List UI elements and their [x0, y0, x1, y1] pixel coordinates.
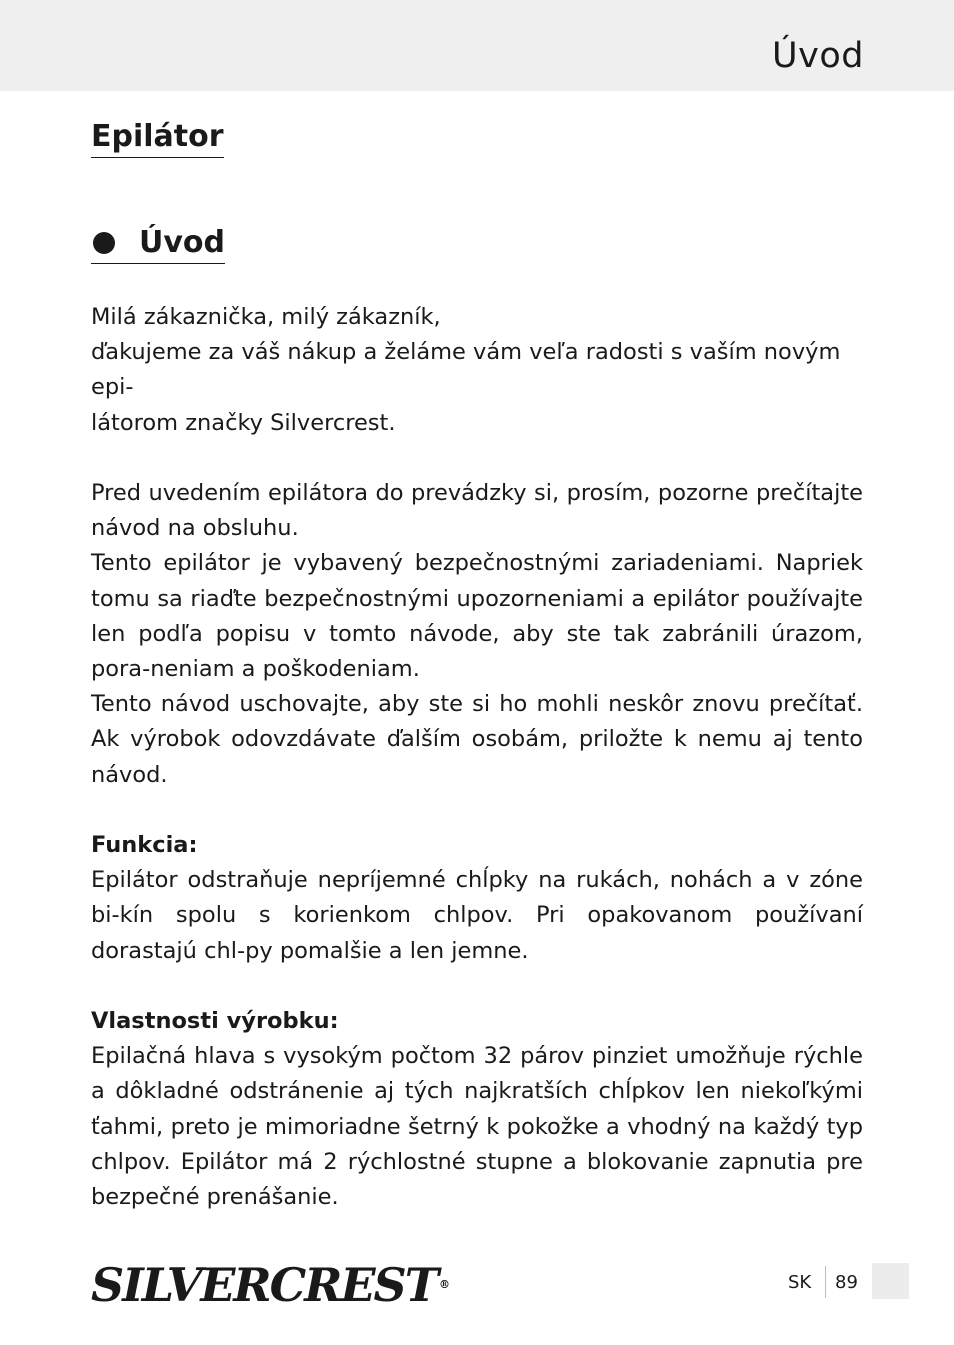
footer-divider — [825, 1266, 826, 1298]
intro-line: látorom značky Silvercrest. — [91, 409, 396, 436]
silvercrest-logo — [91, 1258, 450, 1312]
paragraph: Tento návod uschovajte, aby ste si ho mohli neskôr znovu prečítať. Ak výrobok odovzdávate ďalším osobám, priložte k nemu aj tento návod. — [91, 691, 863, 788]
header-band — [0, 0, 954, 91]
features-heading: Vlastnosti výrobku: — [91, 1008, 339, 1035]
header-title: Úvod — [772, 36, 864, 76]
registered-mark: ® — [438, 1278, 450, 1291]
document-title: Epilátor — [91, 119, 224, 158]
greeting-line: Milá zákaznička, milý zákazník, — [91, 304, 441, 330]
content-body — [91, 300, 863, 1215]
page-number: 89 — [835, 1272, 858, 1293]
language-code: SK — [788, 1272, 812, 1293]
section-heading — [91, 225, 225, 264]
paragraph: Tento epilátor je vybavený bezpečnostnými zariadeniami. Napriek tomu sa riaďte bezpečnostnými upozorneniami a epilátor používajte len podľa popisu v tomto návode, aby ste tak zabránili úrazom, pora-neniam a poškodeniam. — [91, 550, 863, 683]
paragraph: Pred uvedením epilátora do prevádzky si, prosím, pozorne prečítajte návod na obsluhu. — [91, 480, 863, 542]
section-heading-text: Úvod — [139, 225, 226, 260]
footer-tab — [872, 1263, 909, 1299]
intro-line: ďakujeme za váš nákup a želáme vám veľa radosti s vaším novým epi- — [91, 339, 841, 401]
bullet-icon — [93, 232, 115, 254]
brand-name: SILVERCREST — [91, 1258, 437, 1312]
function-heading: Funkcia: — [91, 832, 198, 859]
function-text: Epilátor odstraňuje nepríjemné chĺpky na rukách, nohách a v zóne bi-kín spolu s korienkom chlpov. Pri opakovanom používaní dorastajú chl-py pomalšie a len jemne. — [91, 867, 863, 964]
features-text: Epilačná hlava s vysokým počtom 32 párov pinziet umožňuje rýchle a dôkladné odstránenie aj tých najkratších chĺpkov len niekoľkými ťahmi, preto je mimoriadne šetrný k pokožke a vhodný na každý typ chlpov. Epilátor má 2 rýchlostné stupne a blokovanie zapnutia pre bezpečné prenášanie. — [91, 1043, 863, 1211]
